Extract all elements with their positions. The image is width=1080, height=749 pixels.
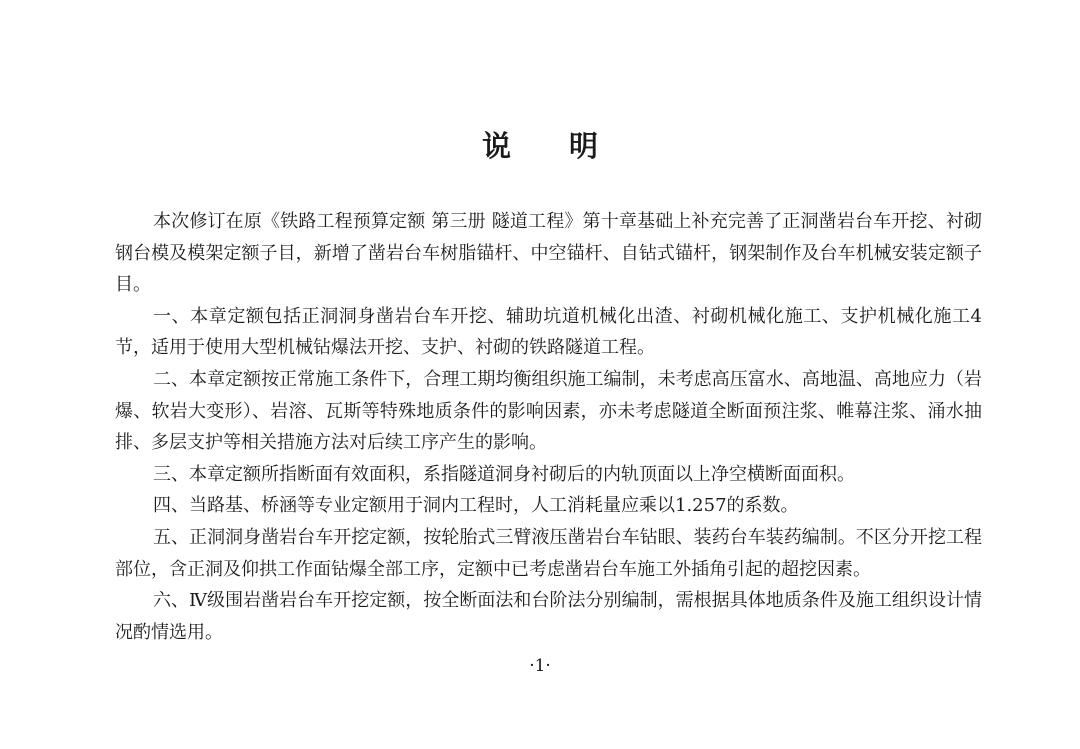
paragraph-6: 六、Ⅳ级围岩凿岩台车开挖定额，按全断面法和台阶法分别编制，需根据具体地质条件及施工组织设计情况酌情选用。	[115, 590, 982, 643]
paragraph-5: 五、正洞洞身凿岩台车开挖定额，按轮胎式三臂液压凿岩台车钻眼、装药台车装药编制。不区分开挖工程部位，含正洞及仰拱工作面钻爆全部工序，定额中已考虑凿岩台车施工外插角引起的超挖因素。	[115, 526, 982, 580]
paragraph-3: 三、本章定额所指断面有效面积，系指隧道洞身衬砌后的内轨顶面以上净空横断面面积。	[153, 463, 855, 485]
body-text	[115, 206, 982, 648]
page-title	[0, 124, 1080, 165]
paragraph-2: 二、本章定额按正常施工条件下，合理工期均衡组织施工编制，未考虑高压富水、高地温、高地应力（岩爆、软岩大变形）、岩溶、瓦斯等特殊地质条件的影响因素，亦未考虑隧道全断面预注浆、帷幕注浆、涌水抽排、多层支护等相关措施方法对后续工序产生的影响。	[115, 368, 982, 454]
title-char-1: 说	[481, 129, 511, 163]
paragraph-1: 一、本章定额包括正洞洞身凿岩台车开挖、辅助坑道机械化出渣、衬砌机械化施工、支护机械化施工4节，适用于使用大型机械钻爆法开挖、支护、衬砌的铁路隧道工程。	[115, 305, 982, 359]
paragraph-4: 四、当路基、桥涵等专业定额用于洞内工程时，人工消耗量应乘以1.257的系数。	[153, 495, 799, 517]
paragraph-intro: 本次修订在原《铁路工程预算定额 第三册 隧道工程》第十章基础上补充完善了正洞凿岩台车开挖、衬砌钢台模及模架定额子目，新增了凿岩台车树脂锚杆、中空锚杆、自钻式锚杆，钢架制作及台车机械安装定额子目。	[115, 211, 982, 296]
title-char-2: 明	[569, 129, 599, 163]
page-number: ·1·	[529, 656, 551, 676]
